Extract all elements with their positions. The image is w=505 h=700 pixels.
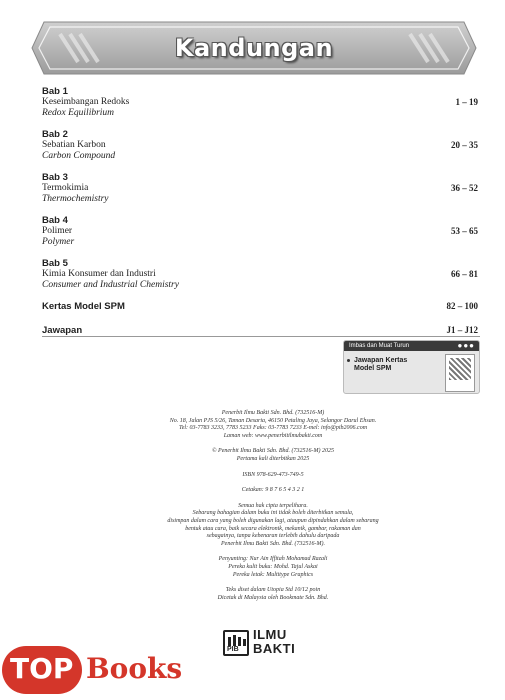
section-label: Kertas Model SPM	[42, 301, 125, 312]
publisher-logo	[223, 628, 303, 658]
rights-line: bentuk atau cara, baik secara elektronik, mekanik, gambar, rakaman dan	[185, 525, 361, 532]
publisher-line: Laman web: www.penerbitilmubakti.com	[223, 432, 323, 439]
chapter-number: Bab 4	[42, 215, 68, 226]
chapter-pages: 36 – 52	[451, 183, 478, 193]
logo-line1: ILMU	[253, 627, 287, 642]
logo-wordmark	[253, 628, 295, 656]
imprint-block	[108, 410, 438, 610]
logo-mark-text: PIB	[227, 646, 239, 653]
pib-logo-icon	[223, 630, 249, 656]
chapter-number: Bab 2	[42, 129, 68, 140]
publisher-line: Tel: 03-7783 3233, 7783 5233 Faks: 03-7783 7233 E-mel: info@pib2006.com	[178, 425, 368, 432]
dots-icon: ●●●	[457, 341, 475, 350]
qr-card-header	[344, 341, 479, 351]
chapter-title-en: Redox Equilibrium	[42, 108, 115, 118]
rights-line: Sebarang bahagian dalam buku ini tidak boleh diterbitkan semula,	[192, 510, 354, 517]
chapter-title-ms: Termokimia	[42, 183, 89, 193]
qr-card-label-line1: Jawapan Kertas	[354, 357, 408, 364]
chapter-title-ms: Polimer	[42, 226, 73, 236]
credit-line: Pereka kulit buku: Mohd. Tajul Askai	[228, 563, 318, 570]
section-pages: J1 – J12	[446, 325, 478, 335]
rights-line: Semua hak cipta terpelihara.	[238, 502, 308, 509]
print-info	[108, 587, 438, 602]
qr-download-card[interactable]	[343, 340, 480, 394]
credit-line: Pereka letak: Multitype Graphics	[232, 571, 314, 578]
section-label: Jawapan	[42, 325, 83, 336]
rights-line: Penerbit Ilmu Bakti Sdn. Bhd. (732516-M).	[221, 540, 325, 547]
toc-entry-kertas-model[interactable]	[42, 301, 480, 325]
rights-info	[108, 503, 438, 549]
chapter-pages: 66 – 81	[451, 269, 478, 279]
chapter-title-en: Consumer and Industrial Chemistry	[42, 280, 179, 290]
divider	[42, 336, 480, 337]
copyright-line: © Penerbit Ilmu Bakti Sdn. Bhd. (732516-M) 2025	[211, 448, 335, 455]
watermark-top: TOP	[10, 652, 74, 685]
table-of-contents	[42, 86, 480, 349]
rights-line: sebagainya, tanpa kebenaran terlebih dahulu daripada	[206, 533, 340, 540]
qr-code-icon[interactable]	[445, 354, 475, 392]
chapter-number: Bab 5	[42, 258, 68, 269]
watermark-books: Books	[86, 652, 183, 685]
logo-line2: BAKTI	[253, 641, 296, 656]
publisher-line: Penerbit Ilmu Bakti Sdn. Bhd. (732516-M)	[221, 410, 325, 416]
chapter-title-ms: Keseimbangan Redoks	[42, 97, 130, 107]
title-banner	[30, 20, 478, 76]
toc-entry-bab-4[interactable]	[42, 215, 480, 258]
chapter-title-en: Polymer	[42, 237, 75, 247]
copyright-line: Pertama kali diterbitkan 2025	[236, 455, 310, 462]
qr-card-label	[354, 357, 434, 373]
section-pages: 82 – 100	[446, 301, 478, 311]
toc-entry-bab-5[interactable]	[42, 258, 480, 301]
toc-entry-bab-3[interactable]	[42, 172, 480, 215]
chapter-pages: 1 – 19	[455, 97, 478, 107]
isbn: ISBN 978-629-473-749-5	[242, 471, 304, 478]
credits-info	[108, 556, 438, 579]
publisher-line: No. 18, Jalan PJS 5/26, Taman Desaria, 46150 Petaling Jaya, Selangor Darul Ehsan.	[169, 417, 377, 424]
print-line: Teks diset dalam Utopia Std 10/12 poin	[225, 587, 321, 594]
copyright-info	[108, 448, 438, 463]
toc-entry-bab-1[interactable]	[42, 86, 480, 129]
chapter-pages: 53 – 65	[451, 226, 478, 236]
chapter-title-en: Carbon Compound	[42, 151, 116, 161]
bullet-icon	[347, 359, 350, 362]
page-title: Kandungan	[174, 34, 334, 62]
toc-entry-bab-2[interactable]	[42, 129, 480, 172]
chapter-number: Bab 1	[42, 86, 68, 97]
cetakan: Cetakan: 9 8 7 6 5 4 3 2 1	[241, 487, 305, 494]
qr-card-header-text: Imbas dan Muat Turun	[349, 343, 410, 349]
chapter-title-ms: Kimia Konsumer dan Industri	[42, 269, 156, 279]
publisher-info	[108, 410, 438, 440]
print-line: Dicetak di Malaysia oleh Bookmate Sdn. Bhd.	[217, 594, 329, 601]
chapter-pages: 20 – 35	[451, 140, 478, 150]
credit-line: Penyunting: Nur Ain Iffitah Mohamad Razali	[218, 556, 328, 563]
chapter-number: Bab 3	[42, 172, 68, 183]
topbooks-watermark	[0, 642, 185, 698]
rights-line: disimpan dalam cara yang boleh digunakan lagi, ataupun dipindahkan dalam sebarang	[167, 517, 379, 524]
chapter-title-ms: Sebatian Karbon	[42, 140, 106, 150]
qr-card-label-line2: Model SPM	[354, 365, 392, 372]
chapter-title-en: Thermochemistry	[42, 194, 109, 204]
